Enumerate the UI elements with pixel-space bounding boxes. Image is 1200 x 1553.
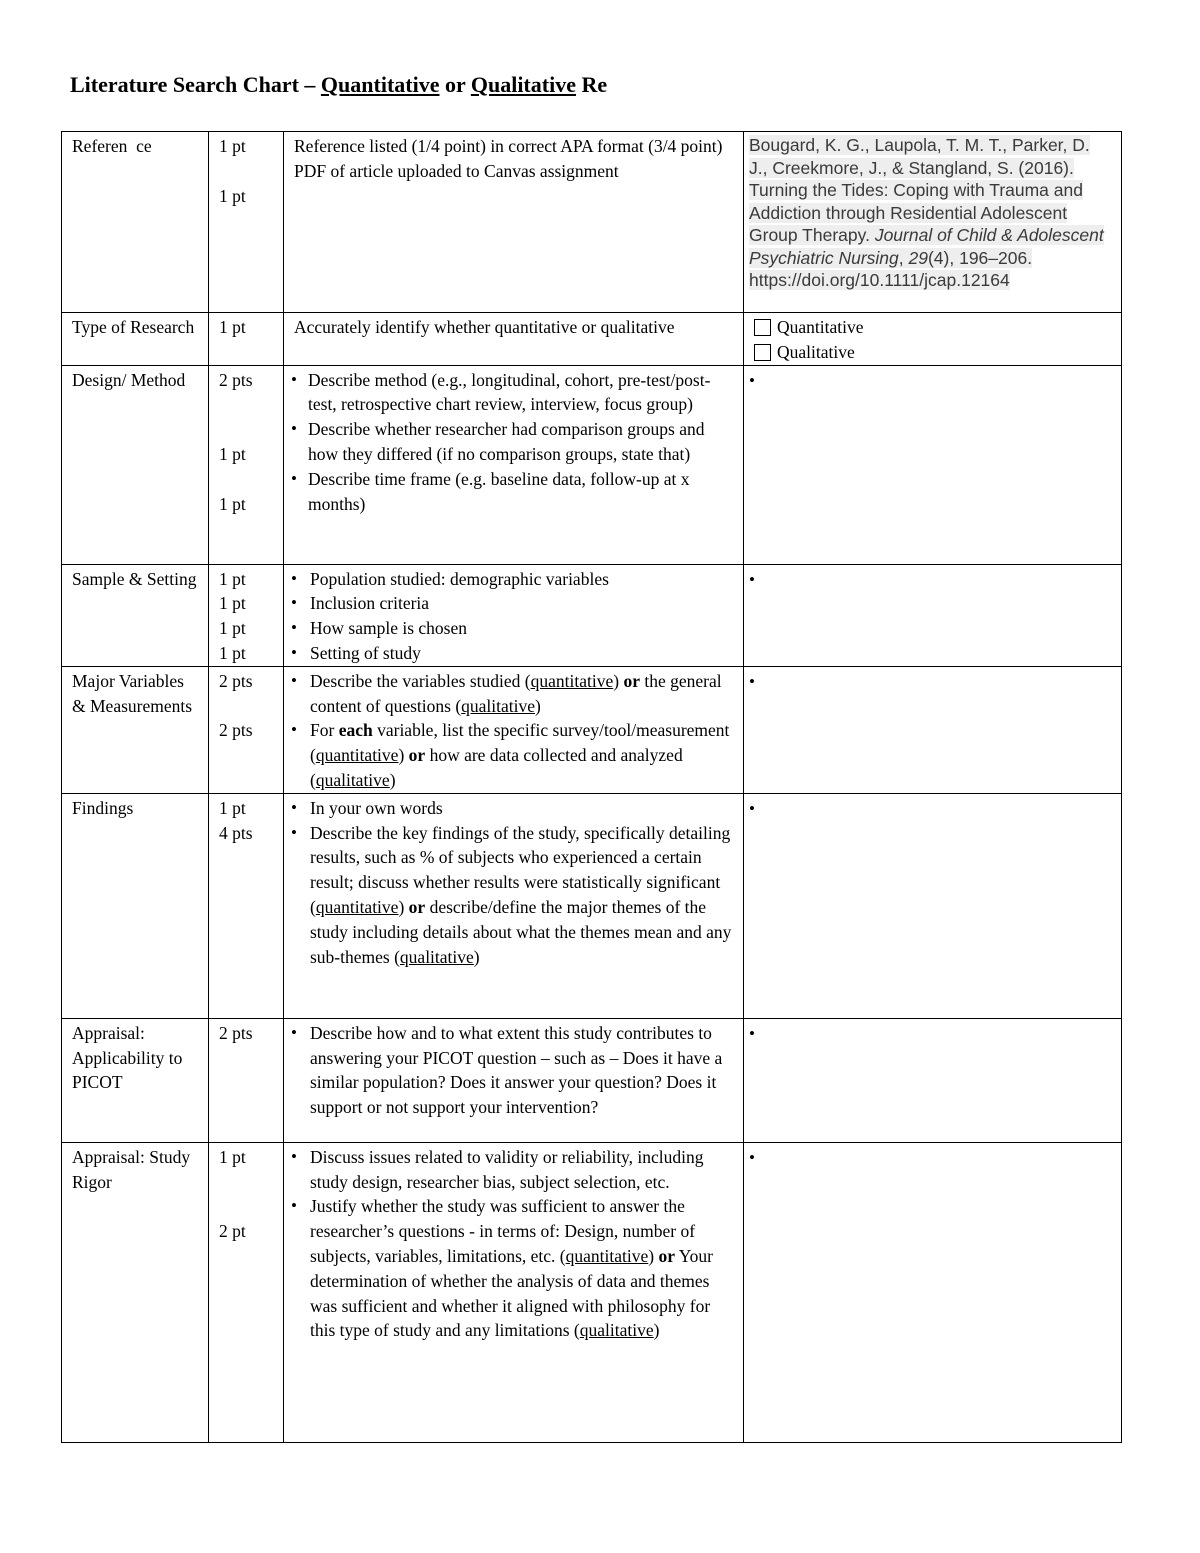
criteria-list <box>289 669 733 793</box>
option-quantitative[interactable] <box>754 315 1111 340</box>
list-item: • Describe the key findings of the study, specifically detailing results, such as % of subjects who experienced a certain result; discuss whether results were statistically significant (quantitative) or describe/define the major themes of the study including details about what the themes mean and any sub-themes (qualitative) <box>289 821 733 970</box>
points-value: 2 pts <box>219 720 253 741</box>
list-item: • Describe how and to what extent this study contributes to answering your PICOT question – such as – Does it have a similar population? Does it answer your question? Does it support or not support your intervention? <box>289 1021 733 1120</box>
points-cell <box>209 1018 284 1142</box>
points-value: 2 pts <box>219 369 253 390</box>
table-row-findings <box>62 793 1122 1018</box>
points-value: 1 pt <box>219 493 246 514</box>
row-label: Referen ce <box>62 132 209 313</box>
criteria-text: Accurately identify whether quantitative or qualitative <box>294 317 675 337</box>
row-label: Type of Research <box>62 313 209 366</box>
points-cell <box>209 564 284 666</box>
criteria-cell <box>284 793 744 1018</box>
criteria-cell <box>284 365 744 564</box>
answer-cell-variables[interactable] <box>744 666 1122 793</box>
points-value: 2 pt <box>219 1221 246 1242</box>
list-item: • Discuss issues related to validity or reliability, including study design, researcher bias, subject selection, etc. <box>289 1145 733 1195</box>
page-title <box>70 72 607 98</box>
points-value: 1 pt <box>219 568 246 589</box>
list-item: • Population studied: demographic variables <box>289 567 733 592</box>
criteria-list <box>289 1021 733 1120</box>
answer-bullet: • <box>749 798 755 818</box>
row-label: Appraisal: Study Rigor <box>62 1142 209 1442</box>
criteria-text: Reference listed (1/4 point) in correct APA format (3/4 point) <box>294 136 723 156</box>
points-cell <box>209 132 284 313</box>
points-value: 1 pt <box>219 136 246 156</box>
criteria-cell <box>284 132 744 313</box>
points-value: 1 pt <box>219 443 246 464</box>
table-row-applicability <box>62 1018 1122 1142</box>
reference-journal: Journal of Child & Adolescent Psychiatric Nursing <box>749 225 1104 268</box>
title-quantitative: Quantitative <box>320 72 440 97</box>
criteria-list <box>289 796 733 970</box>
list-item: • Describe whether researcher had comparison groups and how they differed (if no comparison groups, state that) <box>289 417 733 467</box>
table-row-major-variables <box>62 666 1122 793</box>
reference-pages-doi: (4), 196–206. https://doi.org/10.1111/jcap.12164 <box>749 247 1033 290</box>
points-cell <box>209 666 284 793</box>
points-value: 1 pt <box>219 593 246 614</box>
points-cell <box>209 313 284 366</box>
criteria-cell <box>284 666 744 793</box>
answer-cell-type <box>744 313 1122 366</box>
criteria-text: PDF of article uploaded to Canvas assignment <box>294 160 619 181</box>
qualitative-label: Qualitative <box>777 341 855 362</box>
literature-search-chart <box>61 131 1122 1443</box>
list-item: • Setting of study <box>289 641 733 666</box>
row-label: Findings <box>62 793 209 1018</box>
reference-comma: , <box>898 247 909 268</box>
row-label: Sample & Setting <box>62 564 209 666</box>
points-value: 4 pts <box>219 822 253 843</box>
criteria-cell <box>284 564 744 666</box>
reference-volume: 29 <box>908 247 928 268</box>
row-label: Design/ Method <box>62 365 209 564</box>
points-value: 1 pt <box>219 317 246 337</box>
title-suffix: Re <box>575 72 608 97</box>
table-row-sample-setting <box>62 564 1122 666</box>
quantitative-label: Quantitative <box>777 317 864 337</box>
list-item: • Justify whether the study was sufficient to answer the researcher’s questions - in terms of: Design, number of subjects, variables, limitations, etc. (quantitative) or Your determination of whether the analysis of data and themes was sufficient and whether it aligned with philosophy for this type of study and any limitations (qualitative) <box>289 1194 733 1343</box>
points-cell <box>209 365 284 564</box>
answer-bullet: • <box>749 370 755 390</box>
list-item: • For each variable, list the specific survey/tool/measurement (quantitative) or how are data collected and analyzed (qualitative) <box>289 718 733 792</box>
points-value: 1 pt <box>219 1146 246 1167</box>
list-item: • Describe the variables studied (quantitative) or the general content of questions (qualitative) <box>289 669 733 719</box>
list-item: • Inclusion criteria <box>289 591 733 616</box>
answer-cell-sample[interactable] <box>744 564 1122 666</box>
list-item: • Describe time frame (e.g. baseline data, follow-up at x months) <box>289 467 733 517</box>
title-qualitative: Qualitative <box>470 72 576 97</box>
answer-cell-applicability[interactable] <box>744 1018 1122 1142</box>
answer-cell-findings[interactable] <box>744 793 1122 1018</box>
answer-cell-design[interactable] <box>744 365 1122 564</box>
points-value: 1 pt <box>219 185 246 206</box>
list-item: • How sample is chosen <box>289 616 733 641</box>
row-label: Appraisal: Applicability to PICOT <box>62 1018 209 1142</box>
answer-bullet: • <box>749 569 755 589</box>
table-row-type-of-research <box>62 313 1122 366</box>
answer-bullet: • <box>749 1147 755 1167</box>
title-prefix: Literature Search Chart – <box>70 72 321 97</box>
criteria-cell <box>284 1142 744 1442</box>
quantitative-checkbox[interactable] <box>754 319 771 336</box>
answer-bullet: • <box>749 671 755 691</box>
apa-reference <box>749 134 1111 292</box>
answer-cell-reference[interactable] <box>744 132 1122 313</box>
row-label: Major Variables & Measurements <box>62 666 209 793</box>
option-qualitative[interactable] <box>754 340 1111 365</box>
points-value: 1 pt <box>219 797 246 818</box>
table-row-study-rigor <box>62 1142 1122 1442</box>
criteria-cell <box>284 1018 744 1142</box>
points-cell <box>209 1142 284 1442</box>
reference-authors-title: Bougard, K. G., Laupola, T. M. T., Parker, D. J., Creekmore, J., & Stangland, S. (2016). Turning the Tides: Coping with Trauma and Addiction through Residential Adolescent Group Therapy. <box>749 135 1090 245</box>
table-row-design-method <box>62 365 1122 564</box>
points-value: 1 pt <box>219 618 246 639</box>
answer-cell-rigor[interactable] <box>744 1142 1122 1442</box>
points-value: 2 pts <box>219 670 253 691</box>
points-cell <box>209 793 284 1018</box>
criteria-list <box>289 567 733 666</box>
qualitative-checkbox[interactable] <box>754 344 771 361</box>
criteria-list <box>289 368 733 517</box>
points-value: 2 pts <box>219 1022 253 1043</box>
list-item: • In your own words <box>289 796 733 821</box>
table-row-reference <box>62 132 1122 313</box>
criteria-cell <box>284 313 744 366</box>
answer-bullet: • <box>749 1023 755 1043</box>
title-or: or <box>439 72 471 97</box>
points-value: 1 pt <box>219 642 246 663</box>
list-item: • Describe method (e.g., longitudinal, cohort, pre-test/post-test, retrospective chart review, interview, focus group) <box>289 368 733 418</box>
criteria-list <box>289 1145 733 1343</box>
